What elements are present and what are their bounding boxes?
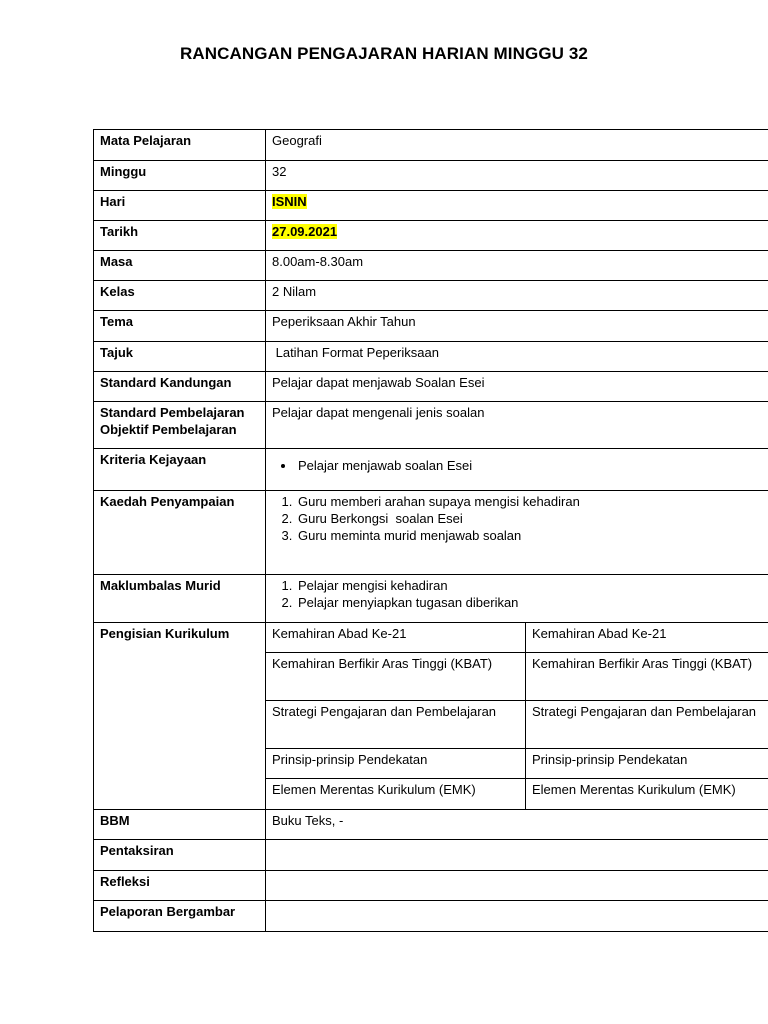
row-label: BBM xyxy=(94,810,266,840)
row-value: Buku Teks, - xyxy=(266,810,768,840)
row-value xyxy=(266,575,768,623)
list-item: 2. Pelajar menyiapkan tugasan diberikan xyxy=(296,594,762,611)
row-value: 2 Nilam xyxy=(266,281,768,311)
kurikulum-left-cell: Strategi Pengajaran dan Pembelajaran xyxy=(266,701,526,749)
row-label: Masa xyxy=(94,251,266,281)
row-value xyxy=(266,871,768,901)
table-row-minggu xyxy=(94,161,768,191)
row-label: Kelas xyxy=(94,281,266,311)
row-value: Pelajar dapat mengenali jenis soalan xyxy=(266,402,768,449)
row-label: Tarikh xyxy=(94,221,266,251)
list-item: • Pelajar menjawab soalan Esei xyxy=(296,457,762,474)
table-row-kriteria-kejayaan xyxy=(94,449,768,491)
kurikulum-right-cell: Elemen Merentas Kurikulum (EMK) xyxy=(526,779,768,810)
row-value xyxy=(266,449,768,491)
row-label: Maklumbalas Murid xyxy=(94,575,266,623)
row-label xyxy=(94,402,266,449)
row-value: Peperiksaan Akhir Tahun xyxy=(266,311,768,342)
row-value: Pelajar dapat menjawab Soalan Esei xyxy=(266,372,768,402)
kurikulum-left-cell: Kemahiran Berfikir Aras Tinggi (KBAT) xyxy=(266,653,526,701)
table-row-tajuk xyxy=(94,342,768,372)
table-row-masa xyxy=(94,251,768,281)
row-value: Geografi xyxy=(266,130,768,161)
table-row-mata-pelajaran xyxy=(94,130,768,161)
row-label: Standard Kandungan xyxy=(94,372,266,402)
row-label: Kaedah Penyampaian xyxy=(94,491,266,575)
table-row-standard-pembelajaran xyxy=(94,402,768,449)
list-item: 2. Guru Berkongsi soalan Esei xyxy=(296,510,762,527)
kurikulum-left-cell: Prinsip-prinsip Pendekatan xyxy=(266,749,526,779)
lesson-plan-table xyxy=(93,129,768,932)
row-label: Tema xyxy=(94,311,266,342)
row-value xyxy=(266,901,768,932)
table-row-pentaksiran xyxy=(94,840,768,871)
row-value xyxy=(266,191,768,221)
kurikulum-left-cell: Kemahiran Abad Ke-21 xyxy=(266,623,526,653)
table-row-maklumbalas-murid xyxy=(94,575,768,623)
list-item: 1. Guru memberi arahan supaya mengisi kehadiran xyxy=(296,493,762,510)
table-row-tarikh xyxy=(94,221,768,251)
table-row-hari xyxy=(94,191,768,221)
row-label: Pentaksiran xyxy=(94,840,266,871)
kurikulum-right-cell: Kemahiran Berfikir Aras Tinggi (KBAT) xyxy=(526,653,768,701)
kurikulum-left-cell: Elemen Merentas Kurikulum (EMK) xyxy=(266,779,526,810)
table-row-kelas xyxy=(94,281,768,311)
row-label-line-1: Standard Pembelajaran xyxy=(100,405,245,420)
table-row-standard-kandungan xyxy=(94,372,768,402)
row-label: Pengisian Kurikulum xyxy=(94,623,266,810)
row-label: Pelaporan Bergambar xyxy=(94,901,266,932)
row-label: Refleksi xyxy=(94,871,266,901)
row-value xyxy=(266,840,768,871)
table-row-tema xyxy=(94,311,768,342)
list-item: 1. Pelajar mengisi kehadiran xyxy=(296,577,762,594)
row-value xyxy=(266,221,768,251)
row-value: 32 xyxy=(266,161,768,191)
highlighted-value: ISNIN xyxy=(272,194,307,209)
numbered-list xyxy=(272,493,762,544)
kurikulum-right-cell: Prinsip-prinsip Pendekatan xyxy=(526,749,768,779)
table-row-kaedah-penyampaian xyxy=(94,491,768,575)
row-label: Minggu xyxy=(94,161,266,191)
table-row-pengisian-kurikulum xyxy=(94,623,768,653)
numbered-list xyxy=(272,577,762,611)
table-row-pelaporan-bergambar xyxy=(94,901,768,932)
row-value: Latihan Format Peperiksaan xyxy=(266,342,768,372)
row-label: Hari xyxy=(94,191,266,221)
list-item: 3. Guru meminta murid menjawab soalan xyxy=(296,527,762,544)
table-row-refleksi xyxy=(94,871,768,901)
row-label-line-2: Objektif Pembelajaran xyxy=(100,422,237,437)
highlighted-value: 27.09.2021 xyxy=(272,224,338,239)
kurikulum-right-cell: Strategi Pengajaran dan Pembelajaran xyxy=(526,701,768,749)
row-label: Kriteria Kejayaan xyxy=(94,449,266,491)
table-row-bbm xyxy=(94,810,768,840)
kurikulum-right-cell: Kemahiran Abad Ke-21 xyxy=(526,623,768,653)
document-title: RANCANGAN PENGAJARAN HARIAN MINGGU 32 xyxy=(180,44,588,63)
bullet-list xyxy=(272,457,762,474)
row-value xyxy=(266,491,768,575)
row-value: 8.00am-8.30am xyxy=(266,251,768,281)
row-label: Tajuk xyxy=(94,342,266,372)
row-label: Mata Pelajaran xyxy=(94,130,266,161)
